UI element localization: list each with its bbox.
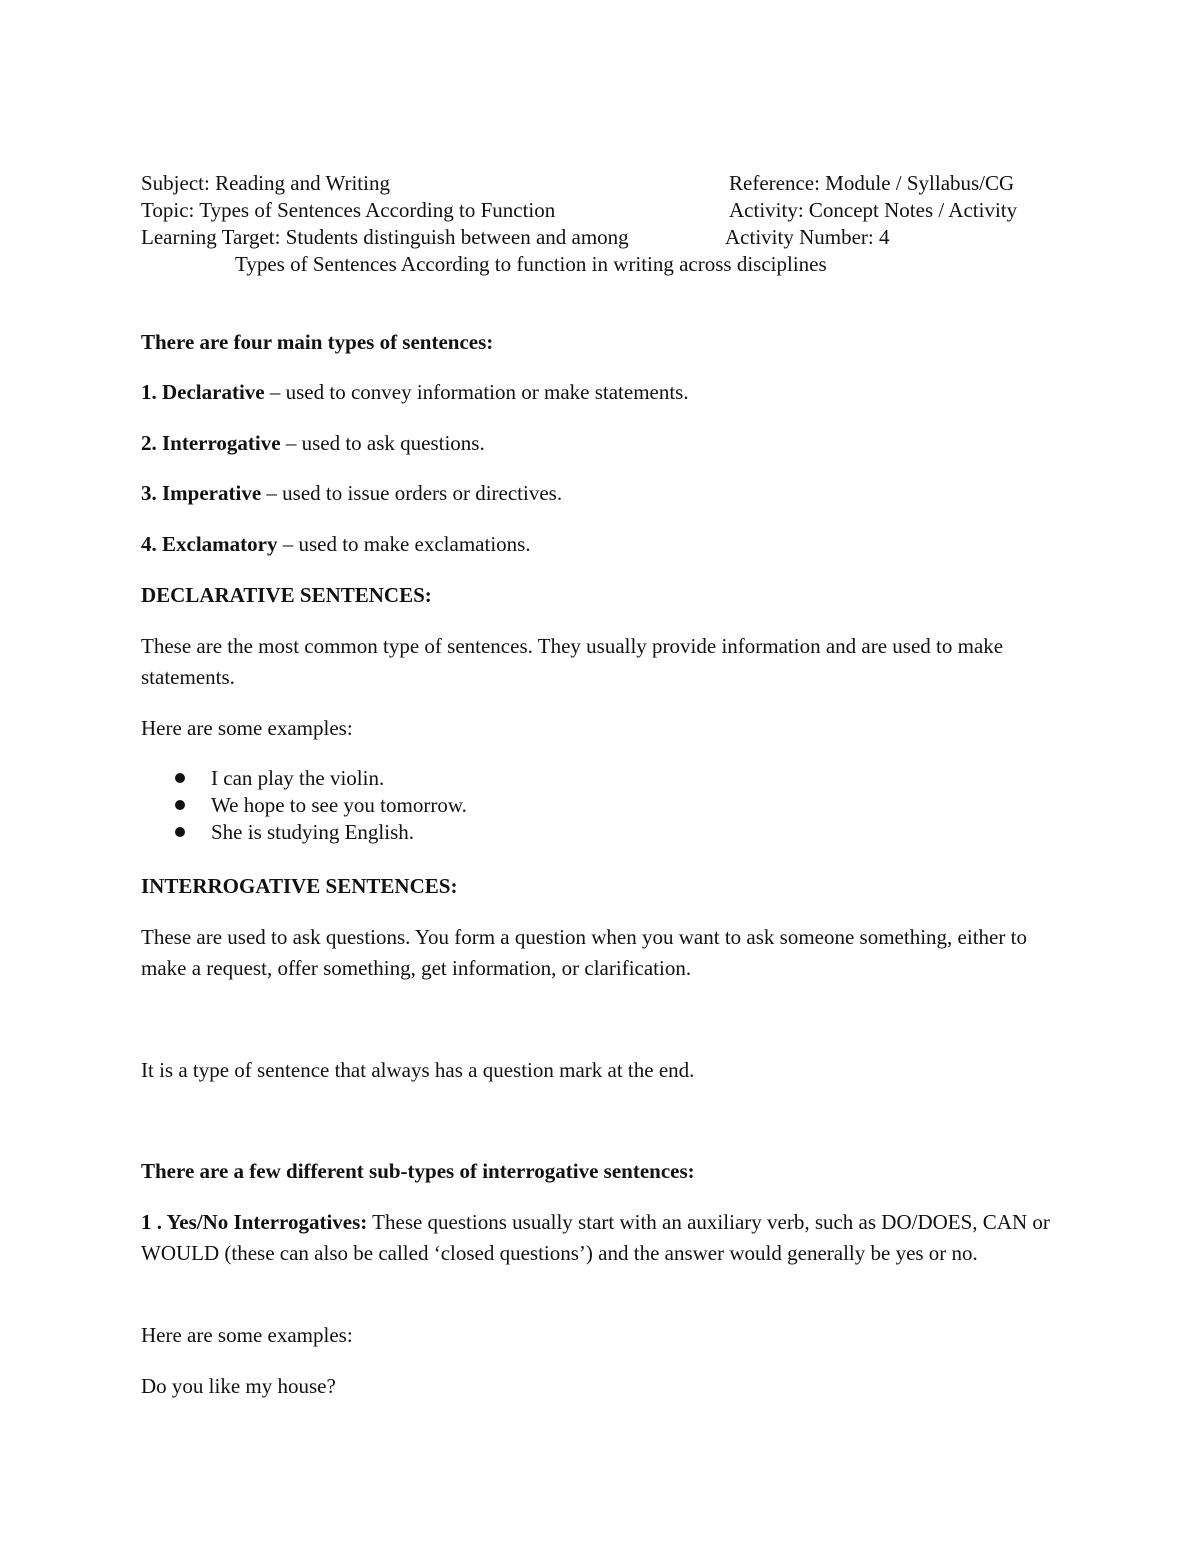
example-text: She is studying English. — [211, 820, 415, 844]
learning-target-continued: Types of Sentences According to function in writing across disciplines — [235, 252, 827, 276]
declarative-examples-list — [141, 765, 467, 846]
interrogative-examples-intro: Here are some examples: — [141, 1323, 353, 1347]
declarative-examples-intro: Here are some examples: — [141, 716, 353, 740]
subtype-yes-no — [141, 1207, 1061, 1269]
type-desc: – used to make exclamations. — [277, 532, 531, 556]
reference-line: Reference: Module / Syllabus/CG — [729, 171, 1015, 195]
bullet-icon — [175, 800, 185, 810]
example-text: We hope to see you tomorrow. — [211, 793, 467, 817]
subtype-desc: These questions usually start with an auxiliary verb, such as DO/DOES, CAN or WOULD (these can also be called ‘closed questions’) and the answer would generally be yes or no. — [141, 1210, 1050, 1265]
activity-number-line: Activity Number: 4 — [725, 225, 890, 249]
type-label: 4. Exclamatory — [141, 532, 278, 556]
type-label: 2. Interrogative — [141, 431, 281, 455]
bullet-icon — [175, 773, 185, 783]
list-item — [141, 792, 467, 819]
type-item-interrogative — [141, 430, 485, 457]
subject-line: Subject: Reading and Writing — [141, 171, 390, 195]
type-desc: – used to ask questions. — [280, 431, 485, 455]
activity-line: Activity: Concept Notes / Activity — [729, 198, 1018, 222]
four-types-heading: There are four main types of sentences: — [141, 330, 494, 354]
subtype-label: 1 . Yes/No Interrogatives: — [141, 1210, 368, 1234]
example-text: I can play the violin. — [211, 766, 385, 790]
type-label: 1. Declarative — [141, 380, 265, 404]
interrogative-note: It is a type of sentence that always has a question mark at the end. — [141, 1058, 695, 1082]
list-item — [141, 765, 467, 792]
type-item-exclamatory — [141, 531, 531, 558]
type-item-imperative — [141, 480, 562, 507]
bullet-icon — [175, 827, 185, 837]
list-item — [141, 819, 467, 846]
type-item-declarative — [141, 379, 689, 406]
type-desc: – used to convey information or make statements. — [264, 380, 689, 404]
subtypes-heading: There are a few different sub-types of interrogative sentences: — [141, 1159, 695, 1183]
interrogative-example-1: Do you like my house? — [141, 1374, 336, 1398]
type-desc: – used to issue orders or directives. — [261, 481, 563, 505]
type-label: 3. Imperative — [141, 481, 262, 505]
learning-target-line: Learning Target: Students distinguish between and among — [141, 225, 629, 249]
interrogative-description: These are used to ask questions. You form a question when you want to ask someone something, either to make a request, offer something, get information, or clarification. — [141, 925, 1027, 980]
topic-line: Topic: Types of Sentences According to Function — [141, 198, 556, 222]
interrogative-heading: INTERROGATIVE SENTENCES: — [141, 874, 458, 898]
declarative-description: These are the most common type of sentences. They usually provide information and are used to make statements. — [141, 634, 1004, 689]
declarative-heading: DECLARATIVE SENTENCES: — [141, 583, 432, 607]
